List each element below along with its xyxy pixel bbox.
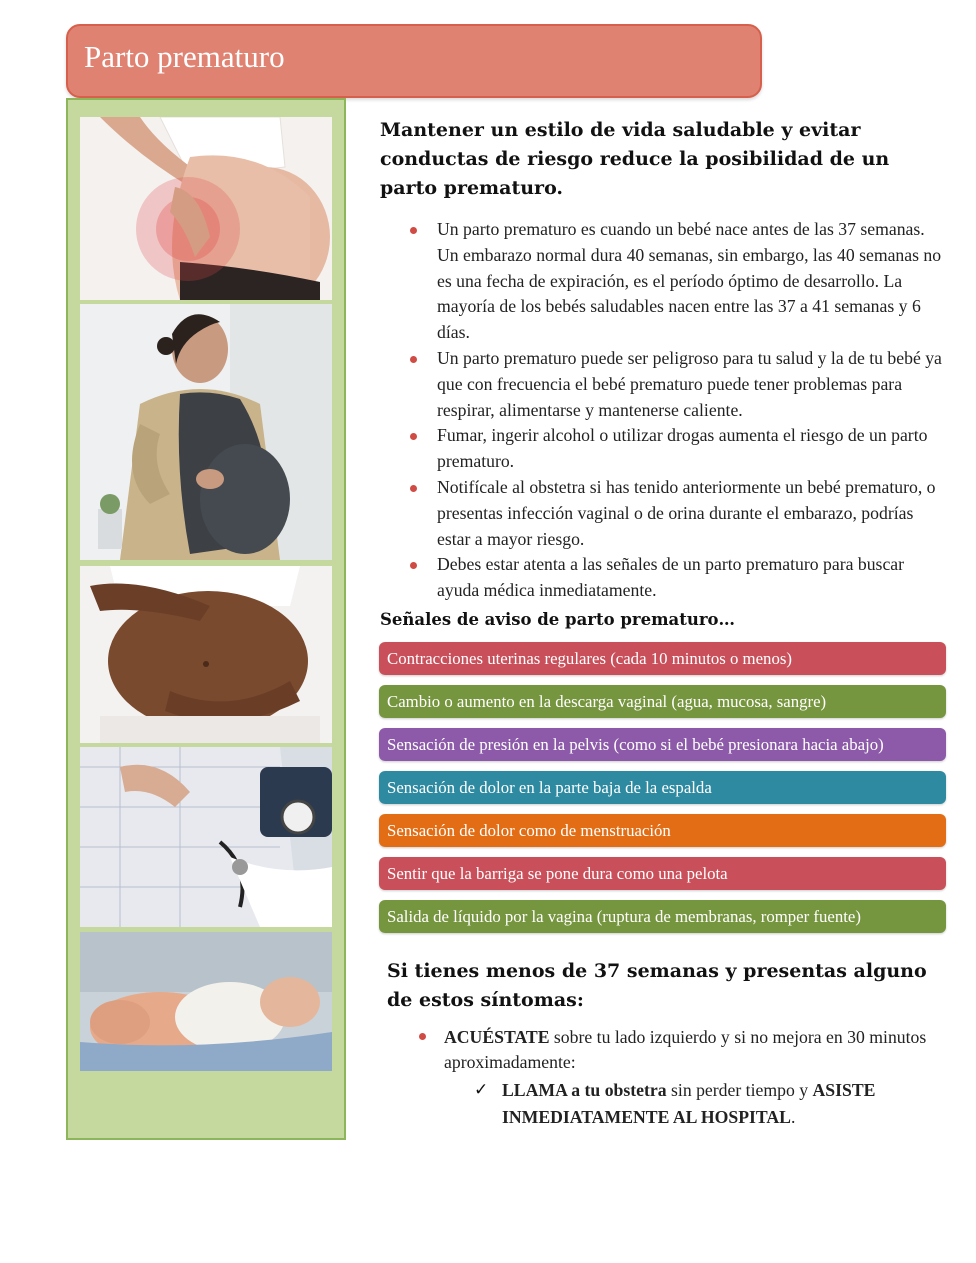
checkmark-icon: ✓ — [474, 1080, 489, 1100]
check-item — [474, 1077, 942, 1131]
warning-sign-bar: Sensación de dolor como de menstruación — [379, 814, 946, 847]
signs-heading: Señales de aviso de parto prematuro… — [380, 610, 736, 629]
red-dot-icon — [410, 562, 417, 569]
intro-heading: Mantener un estilo de vida saludable y evitar conductas de riesgo reduce la posibilidad de un parto prematuro. — [380, 119, 890, 199]
warning-sign-bar: Sentir que la barriga se pone dura como una pelota — [379, 857, 946, 890]
warning-sign-bar: Sensación de dolor en la parte baja de la espalda — [379, 771, 946, 804]
check-text: sin perder tiempo y — [666, 1080, 813, 1100]
red-dot-icon — [410, 433, 417, 440]
list-item-text: Un parto prematuro puede ser peligroso para tu salud y la de tu bebé ya que con frecuencia el bebé prematuro puede tener problemas para respirar, alimentarse y mantenerse caliente. — [437, 347, 942, 420]
list-item — [437, 346, 950, 423]
warning-sign-bar: Cambio o aumento en la descarga vaginal (agua, mucosa, sangre) — [379, 685, 946, 718]
list-item — [437, 475, 950, 552]
pregnant-woman-blazer-photo — [80, 304, 332, 560]
title-banner — [66, 24, 762, 98]
action-bold: ACUÉSTATE — [444, 1027, 550, 1047]
list-item-text: Un parto prematuro es cuando un bebé nace antes de las 37 semanas. Un embarazo normal dura 40 semanas, sin embargo, las 40 semanas no es una fecha de expiración, es el período óptimo de desarrollo. La mayoría de los bebés saludables nacen entre las 37 a 41 semanas y 6 días. — [437, 219, 942, 343]
check-bold-hospital: ASISTE INMEDIATAMENTE AL HOSPITAL — [502, 1080, 876, 1127]
warning-sign-bar: Sensación de presión en la pelvis (como si el bebé presionara hacia abajo) — [379, 728, 946, 761]
main-content — [380, 116, 950, 604]
back-pain-photo — [80, 117, 332, 300]
red-dot-icon — [410, 485, 417, 492]
blood-pressure-photo — [80, 747, 332, 927]
list-item-text: Debes estar atenta a las señales de un parto prematuro para buscar ayuda médica inmediatamente. — [437, 554, 905, 601]
action-item — [444, 1025, 944, 1075]
premature-baby-photo — [80, 932, 332, 1071]
warning-sign-bar: Salida de líquido por la vagina (ruptura de membranas, romper fuente) — [379, 900, 946, 933]
red-dot-icon — [410, 227, 417, 234]
pregnant-belly-photo — [80, 566, 332, 743]
warning-sign-bar: Contracciones uterinas regulares (cada 10 minutos o menos) — [379, 642, 946, 675]
page-title: Parto prematuro — [84, 39, 285, 74]
list-item — [437, 217, 950, 346]
list-item-text: Fumar, ingerir alcohol o utilizar drogas aumenta el riesgo de un parto prematuro. — [437, 425, 928, 472]
check-end: . — [790, 1107, 796, 1127]
symptoms-heading: Si tienes menos de 37 semanas y presentas alguno de estos síntomas: — [387, 960, 927, 1011]
red-dot-icon — [410, 356, 417, 363]
check-bold-call: LLAMA a tu obstetra — [502, 1080, 667, 1100]
list-item-text: Notifícale al obstetra si has tenido anteriormente un bebé prematuro, o presentas infección vaginal o de orina durante el embarazo, podrías estar a mayor riesgo. — [437, 476, 936, 549]
list-item — [437, 423, 950, 475]
red-dot-icon — [419, 1033, 426, 1040]
info-list — [380, 217, 950, 604]
list-item — [437, 552, 950, 604]
action-text: sobre tu lado izquierdo y si no mejora en 30 minutos aproximadamente: — [444, 1027, 927, 1072]
